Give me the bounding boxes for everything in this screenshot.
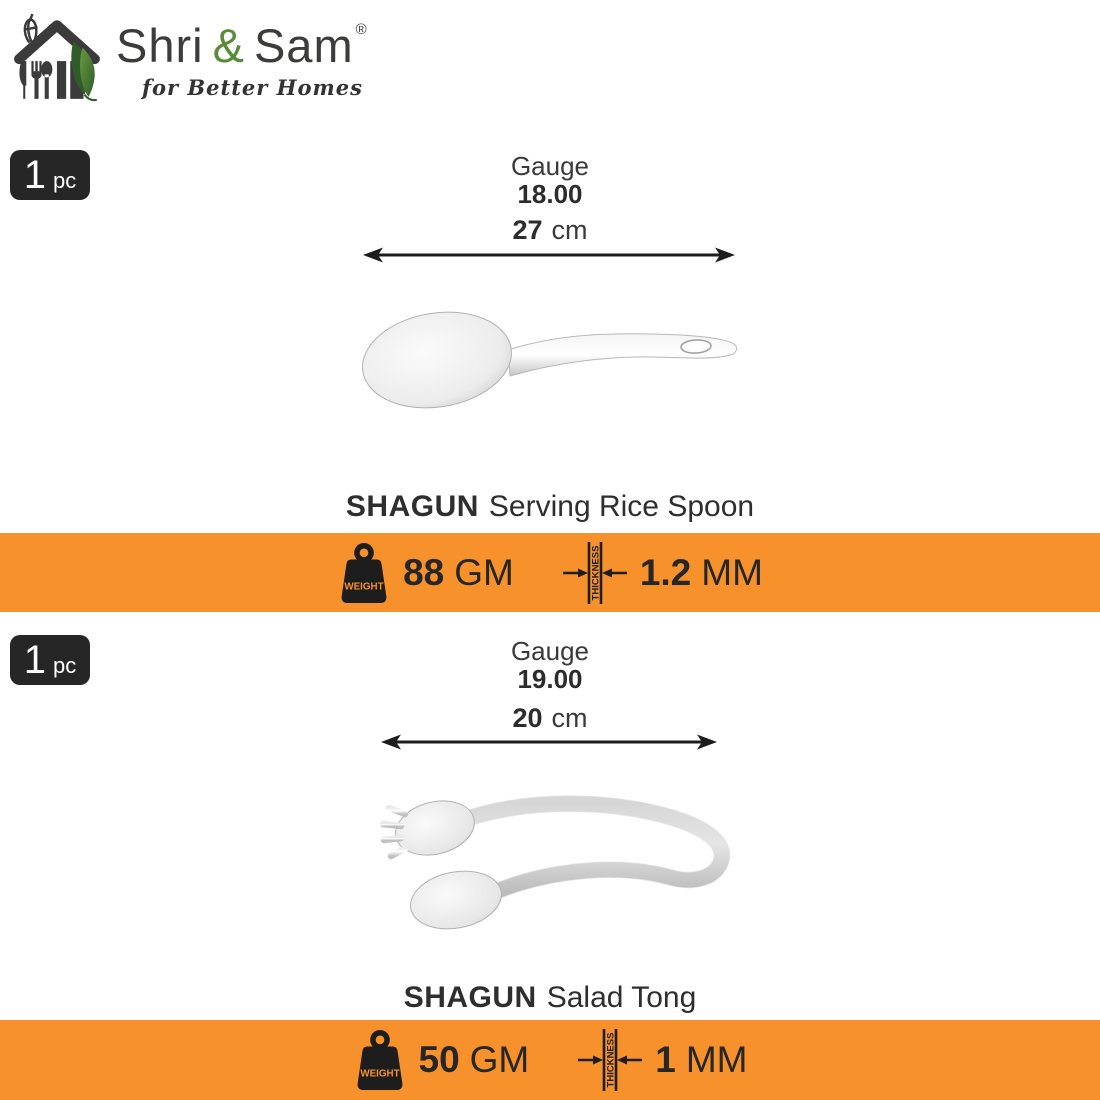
quantity-unit: pc	[53, 168, 77, 193]
product-series-name: SHAGUN	[345, 490, 479, 523]
product-section-salad-tong	[0, 625, 1100, 1100]
brand-name	[116, 19, 368, 72]
knife-icon	[19, 61, 26, 99]
spec-banner	[0, 1020, 1100, 1100]
length-spec	[0, 703, 1100, 734]
gauge-spec	[0, 152, 1100, 208]
product-title	[0, 490, 1100, 524]
brand-name-ampersand: &	[212, 19, 245, 72]
weight-icon	[353, 1030, 407, 1090]
wall-bar	[57, 61, 66, 99]
fork-icon	[31, 61, 41, 99]
thickness-value: 1.2	[639, 551, 692, 593]
brand-text-block	[116, 12, 368, 100]
dimension-arrow	[363, 244, 735, 266]
rice-spoon-image	[358, 300, 750, 412]
gauge-label: Gauge	[510, 151, 590, 181]
gauge-value: 18.00	[517, 179, 583, 210]
product-type-name: Salad Tong	[546, 981, 697, 1014]
spec-row	[0, 1020, 1100, 1100]
spoon-icon	[41, 61, 52, 99]
gauge-spec	[0, 637, 1100, 693]
quantity-value: 1	[23, 153, 46, 197]
salad-tong-image	[353, 778, 755, 950]
thickness-unit: MM	[685, 1039, 748, 1080]
brand-name-sam: Sam	[253, 19, 354, 72]
tong-spoon-end	[406, 864, 507, 937]
weight-icon-label: WEIGHT	[344, 581, 384, 593]
gauge-label: Gauge	[510, 636, 590, 666]
length-spec	[0, 215, 1100, 246]
weight-value: 88	[403, 551, 445, 593]
length-value: 20	[512, 703, 543, 733]
product-section-rice-spoon	[0, 140, 1100, 612]
length-unit: cm	[551, 703, 588, 733]
tong-fork-end	[383, 793, 480, 863]
product-series-name: SHAGUN	[403, 981, 537, 1014]
length-value: 27	[512, 215, 543, 245]
weight-unit: GM	[469, 1039, 530, 1080]
thickness-icon-label: THICKNESS	[605, 1032, 617, 1088]
thickness-unit: MM	[701, 551, 763, 593]
weight-value: 50	[418, 1039, 460, 1080]
brand-logo	[12, 12, 368, 104]
spec-row	[0, 533, 1100, 612]
thickness-icon	[577, 1027, 643, 1093]
quantity-value: 1	[23, 638, 46, 682]
gauge-value: 19.00	[517, 664, 583, 695]
quantity-unit: pc	[53, 653, 77, 678]
thickness-icon-label: THICKNESS	[590, 545, 602, 600]
weight-icon	[337, 543, 391, 603]
house-utensils-icon	[12, 12, 106, 104]
brand-name-shri: Shri	[116, 19, 204, 72]
spec-banner	[0, 533, 1100, 612]
dimension-arrow	[381, 731, 717, 753]
brand-tagline: for Better Homes	[142, 75, 363, 100]
weight-icon-label: WEIGHT	[359, 1068, 400, 1080]
product-type-name: Serving Rice Spoon	[488, 490, 755, 523]
weight-unit: GM	[454, 551, 514, 593]
thickness-icon	[562, 540, 628, 606]
thickness-value: 1	[655, 1039, 676, 1080]
product-title	[0, 981, 1100, 1015]
length-unit: cm	[551, 215, 588, 245]
registered-trademark: ®	[355, 21, 368, 38]
